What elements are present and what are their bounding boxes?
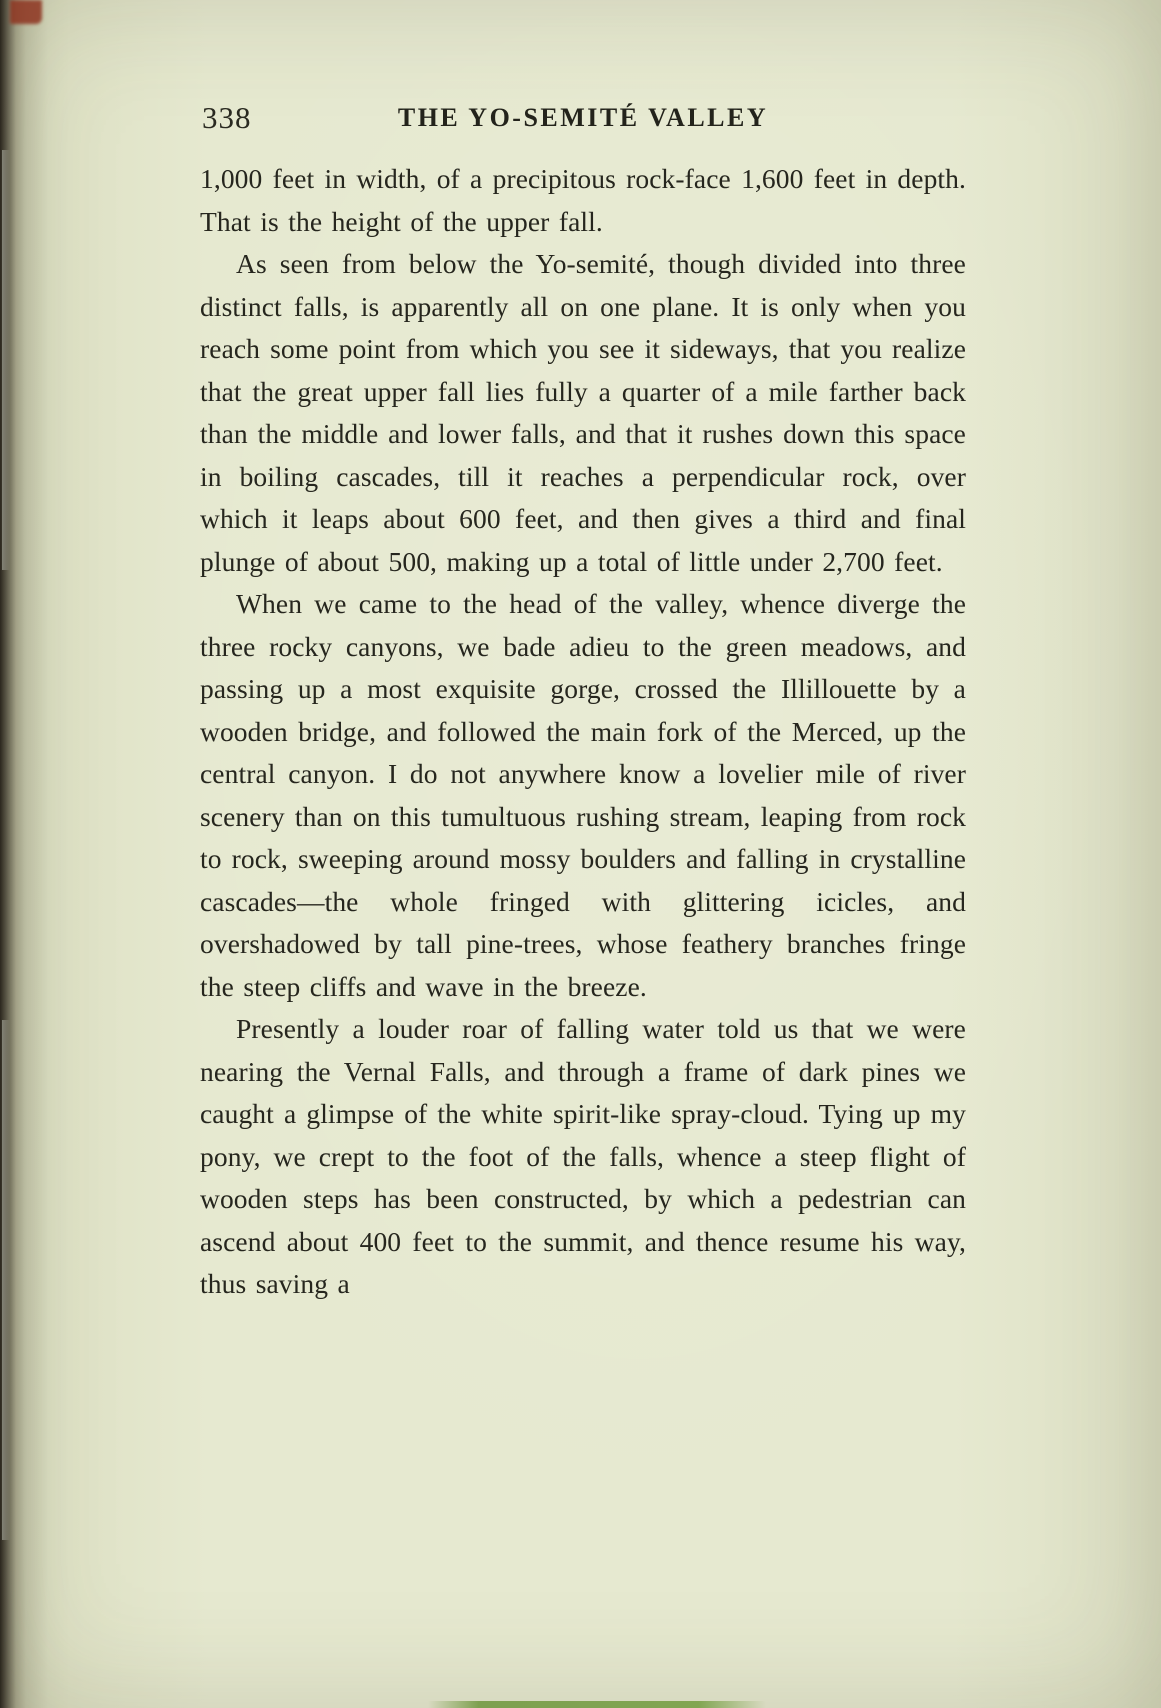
page-content (200, 100, 966, 1306)
bottom-edge-artifact (428, 1701, 766, 1708)
page-edge-highlight (2, 1020, 10, 1540)
paragraph-1: 1,000 feet in width, of a precipitous rock-face 1,600 feet in depth. That is the height of the upper fall. (200, 163, 966, 237)
paragraph-4: Presently a louder roar of falling water told us that we were nearing the Vernal Falls, and through a frame of dark pines we caught a glimpse of the white spirit-like spray-cloud. Tying up my pony, we crept to the foot of the falls, whence a steep flight of wooden steps has been constructed, by which a pedestrian can ascend about 400 feet to the summit, and thence resume his way, thus saving a (200, 1013, 966, 1299)
running-header: THE YO-SEMITÉ VALLEY (397, 103, 769, 132)
corner-stain (10, 0, 42, 24)
page-number: 338 (202, 100, 252, 135)
paragraph-2: As seen from below the Yo-semité, though divided into three distinct falls, is apparently all on one plane. It is only when you reach some point from which you see it sideways, that you realize that the great upper fall lies fully a quarter of a mile farther back than the middle and lower falls, and that it rushes down this space in boiling cascades, till it reaches a perpendicular rock, over which it leaps about 600 feet, and then gives a third and final plunge of about 500, making up a total of little under 2,700 feet. (200, 248, 966, 577)
page-header (200, 100, 966, 140)
page-edge-highlight (2, 150, 10, 570)
body-text (200, 158, 966, 1306)
paragraph-3: When we came to the head of the valley, whence diverge the three rocky canyons, we bade adieu to the green meadows, and passing up a most exquisite gorge, crossed the Illillouette by a wooden bridge, and followed the main fork of the Merced, up the central canyon. I do not anywhere know a lovelier mile of river scenery than on this tumultuous rushing stream, leaping from rock to rock, sweeping around mossy boulders and falling in crystalline cascades—the whole fringed with glittering icicles, and overshadowed by tall pine-trees, whose feathery branches fringe the steep cliffs and wave in the breeze. (200, 588, 966, 1002)
